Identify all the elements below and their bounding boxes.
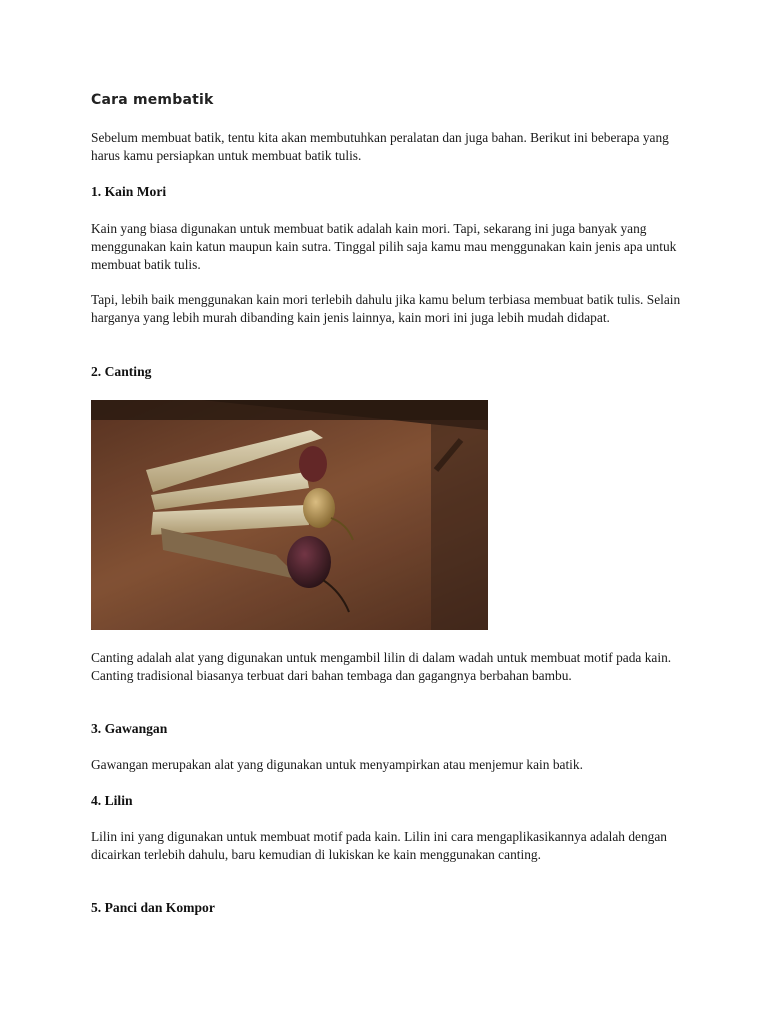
kain-mori-paragraph-2: Tapi, lebih baik menggunakan kain mori terlebih dahulu jika kamu belum terbiasa membuat batik tulis. Selain harganya yang lebih murah dibanding kain jenis lainnya, kain mori ini juga lebih mudah didapat. (91, 292, 681, 325)
canting-paragraph: Canting adalah alat yang digunakan untuk mengambil lilin di dalam wadah untuk membuat motif pada kain. Canting tradisional biasanya terbuat dari bahan tembaga dan gagangnya berbahan bambu. (91, 650, 672, 683)
intro-paragraph: Sebelum membuat batik, tentu kita akan membutuhkan peralatan dan juga bahan. Berikut ini beberapa yang harus kamu persiapkan untuk membuat batik tulis. (91, 130, 669, 163)
canting-photo-illustration (91, 400, 488, 630)
section-heading-lilin: 4. Lilin (91, 793, 133, 808)
section-heading-gawangan: 3. Gawangan (91, 721, 168, 736)
canting-photo (91, 400, 488, 630)
document-title: Cara membatik (91, 92, 214, 108)
section-heading-kain-mori: 1. Kain Mori (91, 184, 167, 199)
section-heading-panci-dan-kompor: 5. Panci dan Kompor (91, 900, 215, 915)
lilin-paragraph: Lilin ini yang digunakan untuk membuat motif pada kain. Lilin ini cara mengaplikasikannya adalah dengan dicairkan terlebih dahulu, baru kemudian di lukiskan ke kain menggunakan canting. (91, 829, 668, 862)
kain-mori-paragraph-1: Kain yang biasa digunakan untuk membuat batik adalah kain mori. Tapi, sekarang ini juga banyak yang menggunakan kain katun maupun kain sutra. Tinggal pilih saja kamu mau menggunakan kain jenis apa untuk membuat batik tulis. (91, 221, 677, 272)
section-heading-canting: 2. Canting (91, 364, 152, 379)
gawangan-paragraph: Gawangan merupakan alat yang digunakan untuk menyampirkan atau menjemur kain batik. (91, 757, 583, 772)
